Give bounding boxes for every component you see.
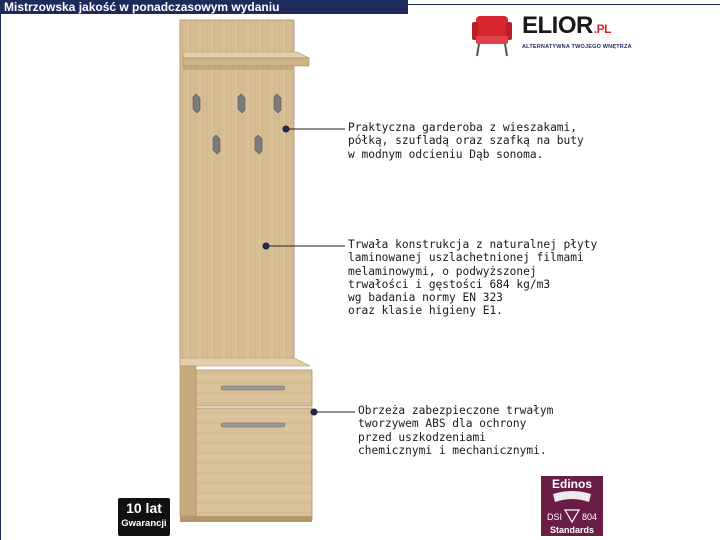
drawer-handle	[221, 386, 285, 390]
hook-4	[213, 135, 220, 154]
hook-5	[255, 135, 262, 154]
description-line: chemicznymi i mechanicznymi.	[358, 443, 547, 457]
cabinet-plinth	[180, 516, 312, 522]
edinos-badge	[541, 476, 603, 536]
hook-3	[274, 94, 281, 113]
description-line: Praktyczna garderoba z wieszakami,	[348, 121, 578, 134]
description-line: tworzywem ABS dla ochrony	[358, 417, 527, 431]
description-2	[348, 238, 597, 318]
edinos-standards: Standards	[549, 525, 594, 535]
cabinet-side	[180, 366, 196, 516]
warranty-label: Gwarancji	[121, 518, 167, 529]
description-line: przed uszkodzeniami	[358, 430, 486, 444]
brand-slogan: ALTERNATYWNA TWOJEGO WNĘTRZA	[522, 44, 632, 50]
chair-logo-icon	[472, 16, 512, 56]
brand-suffix: .PL	[593, 22, 612, 36]
door-handle	[221, 423, 285, 427]
description-line: oraz klasie higieny E1.	[348, 304, 503, 318]
edinos-number: 804	[581, 512, 597, 522]
back-panel	[180, 20, 294, 362]
description-3	[358, 404, 553, 457]
shelf-top	[183, 52, 309, 58]
brand-logo[interactable]	[522, 14, 611, 41]
callout-dot-1	[283, 126, 289, 132]
description-line: laminowanej uszlachetnionej filmami	[348, 251, 584, 265]
description-line: melaminowymi, o podwyższonej	[348, 264, 537, 278]
warranty-years: 10 lat	[126, 500, 162, 516]
hook-2	[238, 94, 245, 113]
description-line: w modnym odcieniu Dąb sonoma.	[348, 147, 544, 161]
edinos-name: Edinos	[551, 477, 592, 491]
shelf-shadow	[183, 66, 293, 70]
hook-1	[193, 94, 200, 113]
description-line: wg badania normy EN 323	[348, 291, 503, 305]
description-line: Trwała konstrukcja z naturalnej płyty	[348, 238, 598, 251]
edinos-dsi: DSI	[547, 512, 563, 522]
banner-text: Mistrzowska jakość w ponadczasowym wydaniu	[4, 0, 280, 14]
description-line: Obrzeża zabezpieczone trwałym	[358, 404, 554, 417]
shelf-front	[183, 58, 309, 66]
brand-name: ELIOR	[522, 12, 593, 39]
description-1	[348, 121, 584, 161]
description-line: półką, szufladą oraz szafką na buty	[348, 134, 584, 148]
cabinet-top	[180, 358, 310, 366]
callout-dot-3	[311, 409, 317, 415]
callout-dot-2	[263, 243, 269, 249]
warranty-badge	[118, 498, 170, 536]
description-line: trwałości i gęstości 684 kg/m3	[348, 277, 551, 291]
